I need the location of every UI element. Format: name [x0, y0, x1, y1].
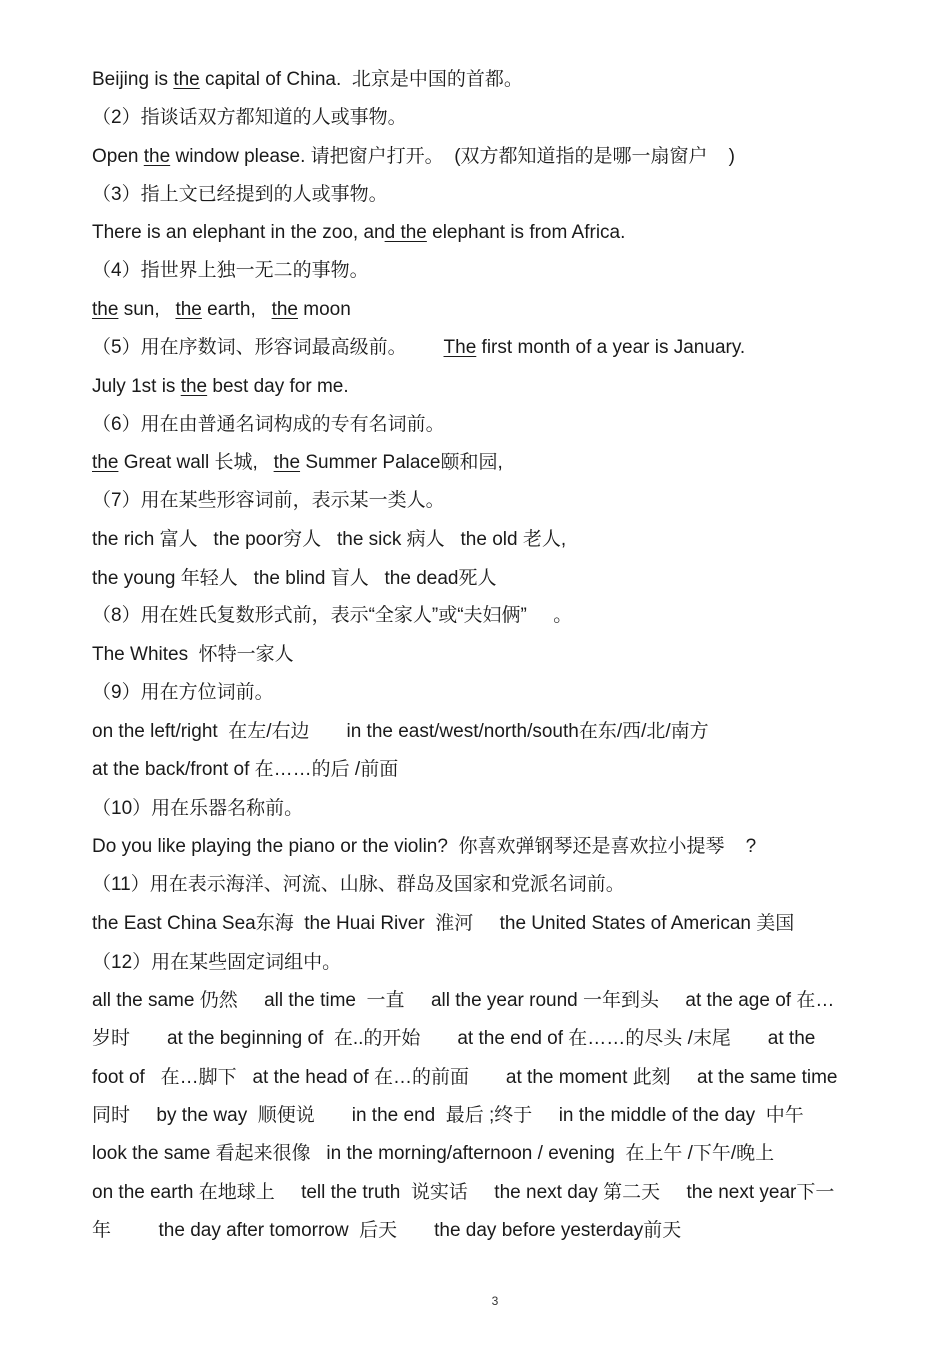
text-line [92, 567, 912, 591]
text-line [92, 221, 912, 245]
text-segment: （4）指世界上独一无二的事物。 [92, 260, 369, 281]
text-line [92, 989, 912, 1013]
text-line [92, 528, 912, 552]
text-segment: capital of China. 北京是中国的首都。 [199, 69, 523, 90]
text-line [92, 643, 912, 667]
text-line [92, 720, 912, 744]
text-segment: foot of 在…脚下 at the head of 在…的前面 at the moment 此刻 at the same time [92, 1067, 838, 1088]
text-segment: Beijing is [92, 69, 174, 90]
text-line [92, 1219, 912, 1243]
text-segment: （2）指谈话双方都知道的人或事物。 [92, 107, 407, 128]
text-line [92, 604, 912, 628]
text-line [92, 912, 912, 936]
text-segment: Summer Palace颐和园, [300, 452, 503, 473]
text-line [92, 451, 912, 475]
underlined-article: the [271, 299, 298, 320]
text-segment: 岁时 at the beginning of 在..的开始 at the end of 在……的尽头 /末尾 at the [92, 1028, 816, 1049]
text-line [92, 413, 912, 437]
text-segment: Do you like playing the piano or the violin? 你喜欢弹钢琴还是喜欢拉小提琴 ? [92, 836, 757, 857]
text-segment: best day for me. [207, 376, 349, 397]
text-line [92, 145, 912, 169]
text-line [92, 758, 912, 782]
underlined-article: the [273, 452, 301, 473]
text-segment: look the same 看起来很像 in the morning/afternoon / evening 在上午 /下午/晚上 [92, 1143, 775, 1164]
text-line [92, 1027, 912, 1051]
text-segment: all the same 仍然 all the time 一直 all the year round 一年到头 at the age of 在… [92, 990, 835, 1011]
text-segment: （5）用在序数词、形容词最高级前。 [92, 337, 444, 358]
text-segment: the East China Sea东海 the Huai River 淮河 the United States of American 美国 [92, 913, 795, 934]
text-line [92, 336, 912, 360]
text-segment: window please. 请把窗户打开。 (双方都知道指的是哪一扇窗户 ) [170, 146, 735, 167]
text-line [92, 489, 912, 513]
text-segment: （10）用在乐器名称前。 [92, 798, 304, 819]
text-segment: （8）用在姓氏复数形式前，表示“全家人”或“夫妇俩” 。 [92, 605, 573, 626]
text-line [92, 797, 912, 821]
underlined-article: the [92, 452, 119, 473]
text-segment: （9）用在方位词前。 [92, 682, 274, 703]
text-segment: Open [92, 146, 144, 167]
underlined-article: The [443, 337, 477, 358]
text-line [92, 835, 912, 859]
text-segment: Great wall 长城, [118, 452, 274, 473]
text-segment: （3）指上文已经提到的人或事物。 [92, 184, 388, 205]
text-line [92, 68, 912, 92]
text-segment: moon [298, 299, 351, 320]
text-segment: the rich 富人 the poor穷人 the sick 病人 the old 老人, [92, 529, 567, 550]
text-line [92, 873, 912, 897]
text-segment: （11）用在表示海洋、河流、山脉、群岛及国家和党派名词前。 [92, 874, 625, 895]
text-segment: There is an elephant in the zoo, an [92, 222, 385, 243]
text-segment: on the left/right 在左/右边 in the east/west/north/south在东/西/北/南方 [92, 721, 709, 742]
page-number: 3 [491, 1294, 499, 1308]
text-segment: 同时 by the way 顺便说 in the end 最后 ;终于 in the middle of the day 中午 [92, 1105, 804, 1126]
text-segment: （6）用在由普通名词构成的专有名词前。 [92, 414, 445, 435]
underlined-article: the [180, 376, 208, 397]
underlined-article: d the [384, 222, 427, 243]
text-segment: sun, [118, 299, 176, 320]
text-segment: July 1st is [92, 376, 181, 397]
underlined-article: the [175, 299, 202, 320]
text-segment: （7）用在某些形容词前，表示某一类人。 [92, 490, 445, 511]
text-segment: （12）用在某些固定词组中。 [92, 952, 342, 973]
text-segment: elephant is from Africa. [426, 222, 626, 243]
text-segment: The Whites 怀特一家人 [92, 644, 294, 665]
text-line [92, 1066, 912, 1090]
text-line [92, 1104, 912, 1128]
text-line [92, 375, 912, 399]
text-segment: on the earth 在地球上 tell the truth 说实话 the next day 第二天 the next year下一 [92, 1182, 835, 1203]
text-line [92, 1181, 912, 1205]
underlined-article: the [92, 299, 119, 320]
text-segment: first month of a year is January. [476, 337, 746, 358]
text-line [92, 106, 912, 130]
text-segment: at the back/front of 在……的后 /前面 [92, 759, 399, 780]
underlined-article: the [143, 146, 171, 167]
text-line [92, 259, 912, 283]
text-line [92, 951, 912, 975]
text-segment: 年 the day after tomorrow 后天 the day before yesterday前天 [92, 1220, 682, 1241]
text-line [92, 298, 912, 322]
text-segment: the young 年轻人 the blind 盲人 the dead死人 [92, 568, 497, 589]
underlined-article: the [173, 69, 200, 90]
text-segment: earth, [201, 299, 272, 320]
text-line [92, 681, 912, 705]
text-line [92, 1142, 912, 1166]
text-line [92, 183, 912, 207]
